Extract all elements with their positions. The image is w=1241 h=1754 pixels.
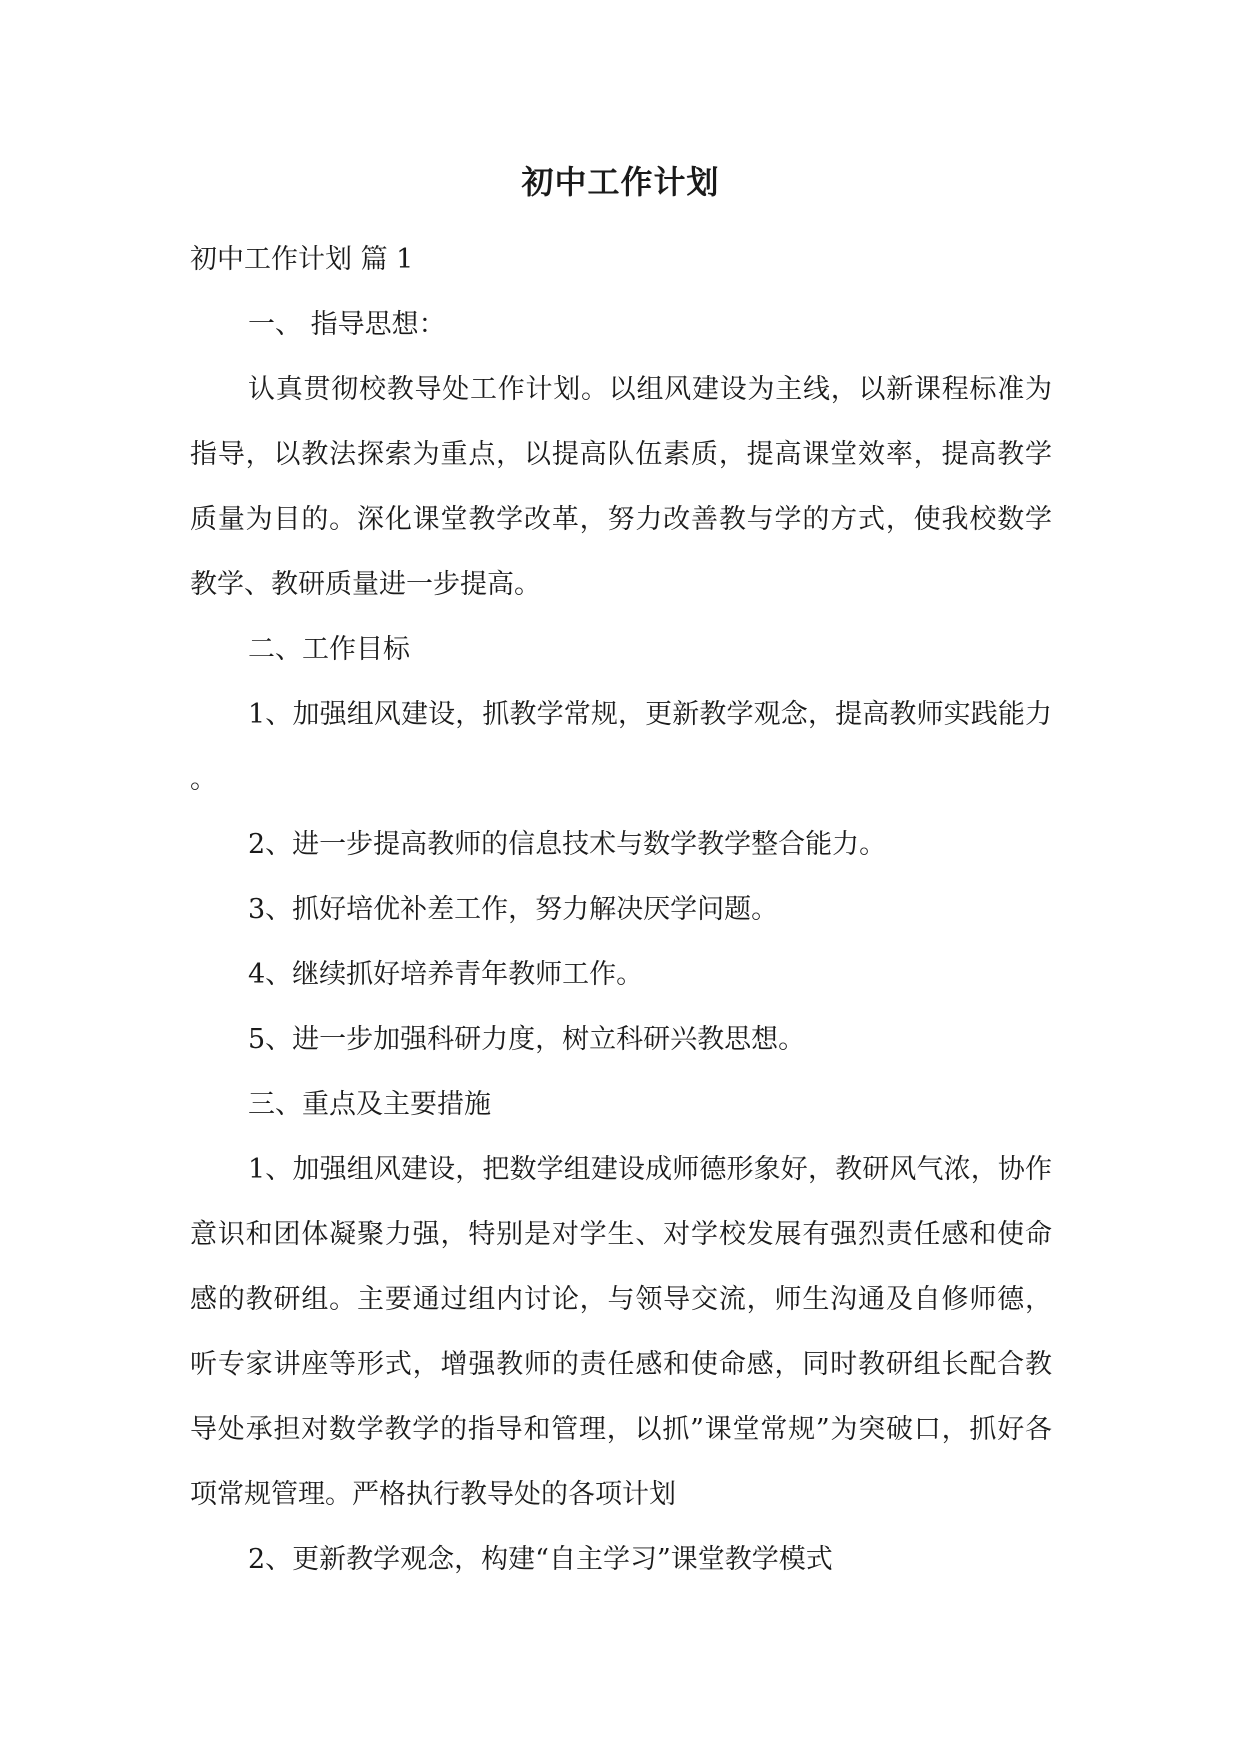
section-heading-key-measures: 三、重点及主要措施 — [248, 1089, 491, 1120]
document-title: 初中工作计划 — [521, 163, 720, 201]
goal-item-1: 1、加强组风建设，抓教学常规，更新教学观念，提高教师实践能力 。 — [190, 699, 1052, 795]
section-heading-guiding-thought: 一、 指导思想： — [248, 309, 446, 340]
goal-item-5: 5、进一步加强科研力度，树立科研兴教思想。 — [248, 1024, 806, 1055]
document-subtitle: 初中工作计划 篇 1 — [190, 244, 414, 275]
measure-item-2: 2、更新教学观念，构建“自主学习”课堂教学模式 — [248, 1544, 833, 1575]
document-body — [190, 227, 1052, 1592]
goal-item-2: 2、进一步提高教师的信息技术与数学教学整合能力。 — [248, 829, 887, 860]
goal-item-4: 4、继续抓好培养青年教师工作。 — [248, 959, 644, 990]
measure-item-1: 1、加强组风建设，把数学组建设成师德形象好，教研风气浓，协作意识和团体凝聚力强，特别是对学生、对学校发展有强烈责任感和使命感的教研组。主要通过组内讨论，与领导交流，师生沟通及自修师德，听专家讲座等形式，增强教师的责任感和使命感，同时教研组长配合教导处承担对数学教学的指导和管理，以抓”课堂常规”为突破口，抓好各项常规管理。严格执行教导处的各项计划 — [190, 1154, 1052, 1510]
section-heading-work-goals: 二、工作目标 — [248, 634, 410, 665]
paragraph-guiding-thought: 认真贯彻校教导处工作计划。以组风建设为主线，以新课程标准为指导，以教法探索为重点，以提高队伍素质，提高课堂效率，提高教学质量为目的。深化课堂教学改革，努力改善教与学的方式，使我校数学教学、教研质量进一步提高。 — [190, 374, 1052, 600]
goal-item-3: 3、抓好培优补差工作，努力解决厌学问题。 — [248, 894, 779, 925]
